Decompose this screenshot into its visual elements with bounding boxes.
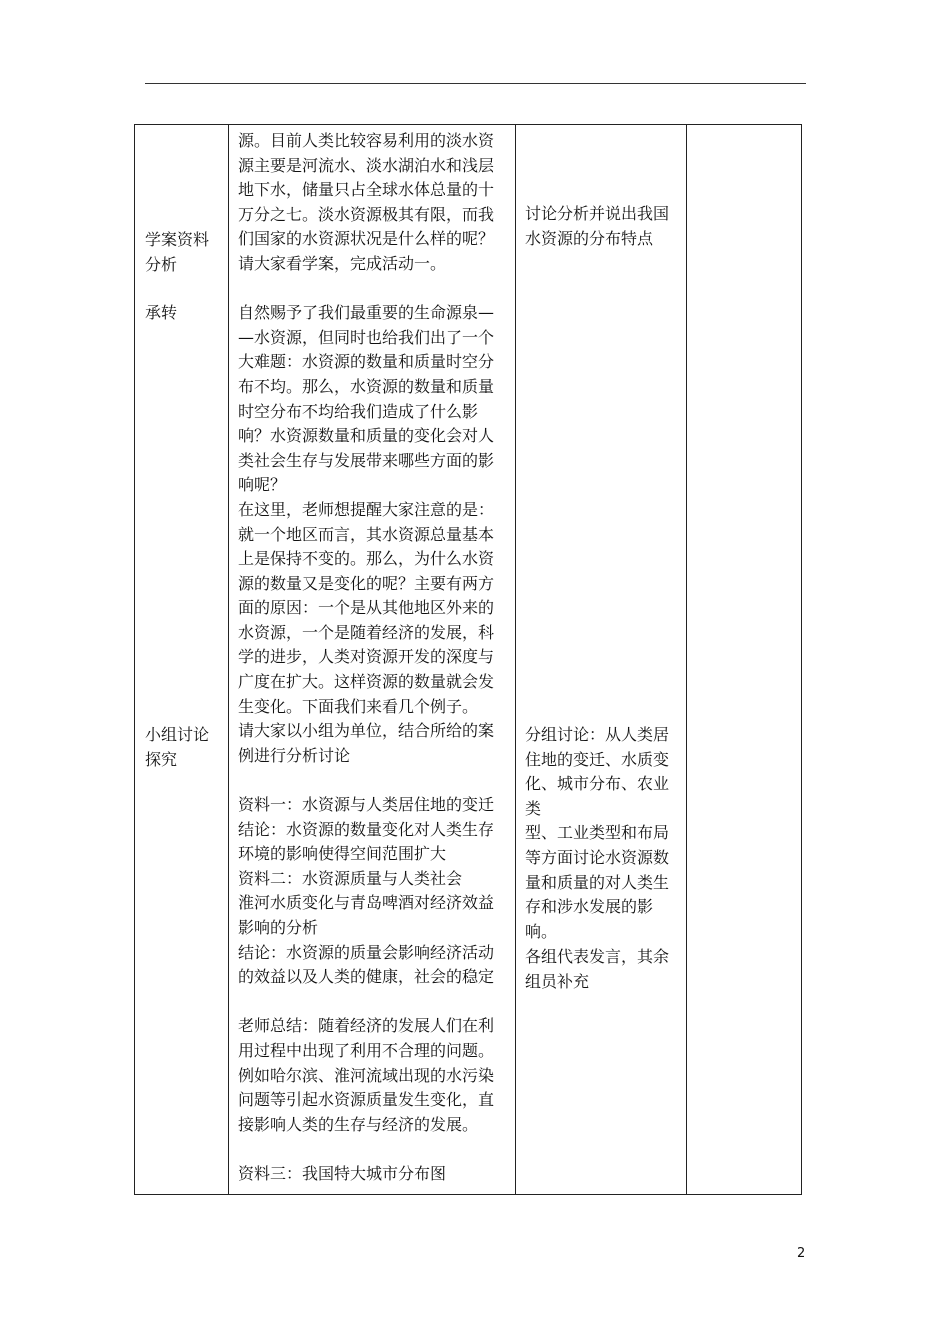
student-activity-group-discussion: 分组讨论：从人类居 住地的变迁、水质变 化、城市分布、农业类 型、工业类型和布局 等方面讨论水资源数 量和质量的对人类生 存和涉水发展的影 响。 — [525, 725, 670, 941]
student-activity-distribution: 讨论分析并说出我国 水资源的分布特点 — [525, 204, 670, 248]
stage-label-group-discussion: 小组讨论 探究 — [145, 725, 210, 769]
stage-label-cell — [135, 125, 229, 1195]
page-number: 2 — [797, 1246, 806, 1261]
notes-cell — [687, 125, 802, 1195]
stage-label-transition: 承转 — [145, 303, 178, 322]
table-row — [135, 125, 802, 1195]
teacher-activity-cell — [229, 125, 516, 1195]
header-rule — [145, 83, 806, 84]
lesson-plan-table — [134, 124, 802, 1195]
student-activity-cell — [516, 125, 687, 1195]
student-activity-representatives: 各组代表发言，其余 组员补充 — [525, 947, 670, 991]
teacher-activity-text: 源。目前人类比较容易利用的淡水资 源主要是河流水、淡水湖泊水和浅层 地下水，储量只占全球水体总量的十 万分之七。淡水资源极其有限，而我 们国家的水资源状况是什么样的呢？ 请大家看学案，完成活动一。 自然赐予了我们最重要的生命源泉— —水资源，但同时也给我们出了一个 大难题：水资源的数量和质量时空分 布不均。那么，水资源的数量和质量 时空分布不均给我们造成了什么影 响？水资源数量和质量的变化会对人 类社会生存与发展带来哪些方面的影 响呢？ 在这里，老师想提醒大家注意的是： 就一个地区而言，其水资源总量基本 上是保持不变的。那么，为什么水资 源的数量又是变化的呢？主要有两方 面的原因：一个是从其他地区外来的 水资源，一个是随着经济的发展，科 学的进步，人类对资源开发的深度与 广度在扩大。这样资源的数量就会发 生变化。下面我们来看几个例子。 请大家以小组为单位，结合所给的案 例进行分析讨论 资料一：水资源与人类居住地的变迁 结论：水资源的数量变化对人类生存 环境的影响使得空间范围扩大 资料二：水资源质量与人类社会 淮河水质变化与青岛啤酒对经济效益 影响的分析 结论：水资源的质量会影响经济活动 的效益以及人类的健康，社会的稳定 老师总结：随着经济的发展人们在利 用过程中出现了利用不合理的问题。 例如哈尔滨、淮河流域出现的水污染 问题等引起水资源质量发生变化，直 接影响人类的生存与经济的发展。 资料三：我国特大城市分布图 — [238, 131, 495, 1183]
stage-label-study-material: 学案资料 分析 — [145, 230, 210, 274]
